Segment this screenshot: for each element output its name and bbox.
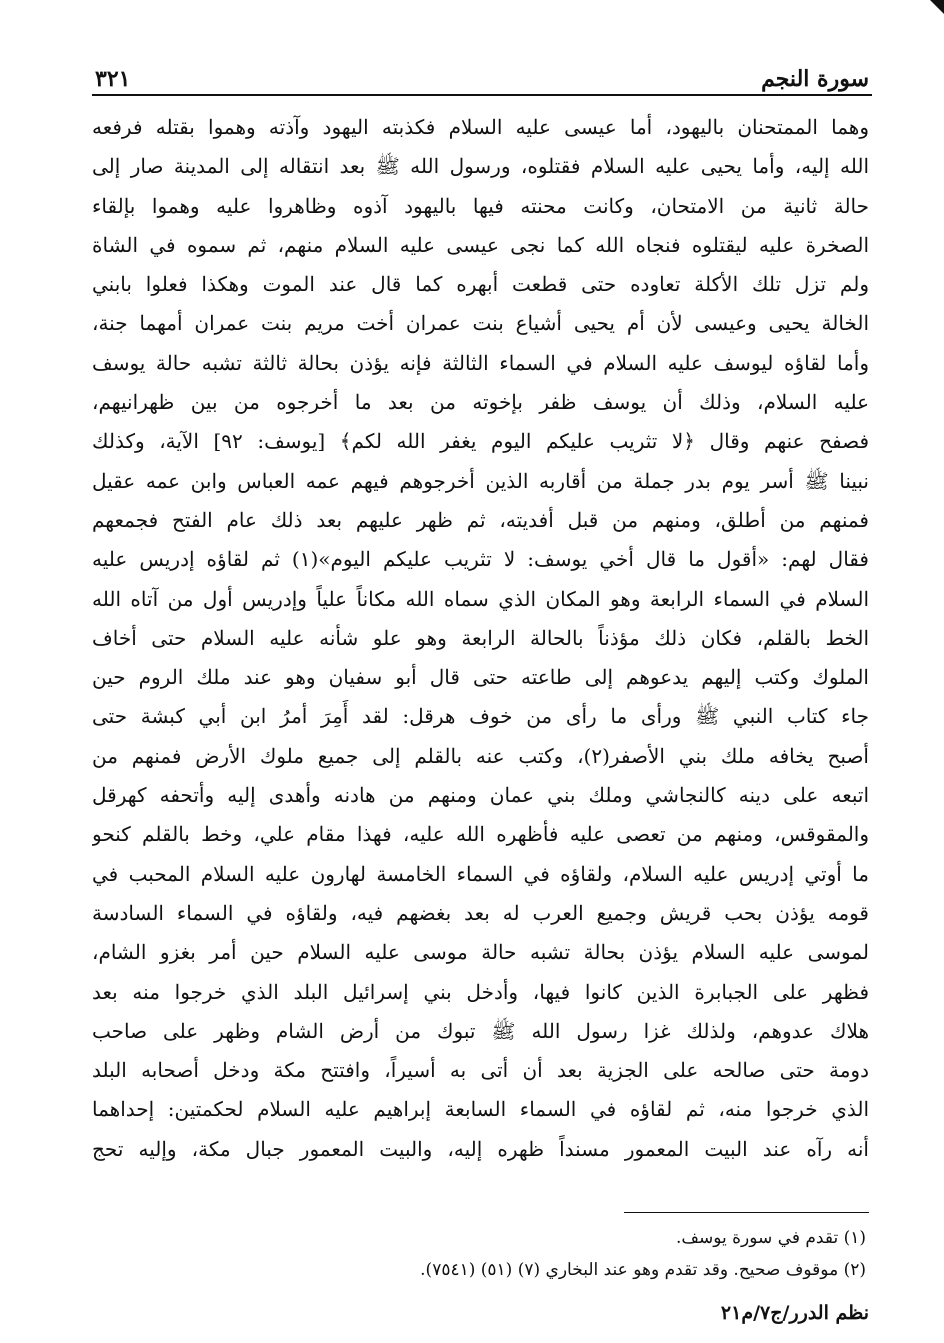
text-line: ما أوتي إدريس عليه السلام، ولقاؤه في السماء الخامسة لهارون عليه السلام المحبب في — [92, 861, 869, 886]
text-line: الله إليه، وأما يحيى عليه السلام فقتلوه، ورسول الله ﷺ بعد انتقاله إلى المدينة صار إلى — [92, 154, 869, 179]
text-line: هلاك عدوهم، ولذلك غزا رسول الله ﷺ تبوك من أرض الشام وظهر على صاحب — [92, 1018, 869, 1043]
text-line: لموسى عليه السلام يؤذن بحالة تشبه حالة موسى عليه السلام حين أمر بغزو الشام، — [92, 940, 869, 965]
text-line: قومه يؤذن بحب قريش وجميع العرب له بعد بغضهم فيه، ولقاؤه في السماء السادسة — [92, 900, 869, 925]
text-line: فمنهم من أطلق، ومنهم من قبل أفديته، ثم ظهر عليهم بعد ذلك عام الفتح فجمعهم — [92, 507, 869, 532]
text-line: دومة حتى صالحه على الجزية بعد أن أتى به أسيراً، وافتتح مكة ودخل أصحابه البلد — [92, 1058, 869, 1083]
text-line: ولم تزل تلك الأكلة تعاوده حتى قطعت أبهره كما قال عند الموت وهكذا فعلوا بابني — [92, 272, 869, 297]
text-line: السلام في السماء الرابعة وهو المكان الذي سماه الله مكاناً علياً وإدريس أول من آتاه الله — [92, 586, 869, 611]
text-line: أنه رآه عند البيت المعمور مسنداً ظهره إليه، والبيت المعمور جبال مكة، وإليه تحج — [92, 1136, 869, 1161]
text-line: وهما الممتحنان باليهود، أما عيسى عليه السلام فكذبته اليهود وآذته وهموا بقتله فرفعه — [92, 115, 869, 139]
printer-signature: نظم الدرر/ج٧/م٢١ — [720, 1302, 869, 1324]
text-line: عليه السلام، وذلك أن يوسف ظفر بإخوته من بعد ما أخرجوه من بين ظهرانيهم، — [92, 390, 869, 415]
footnotes — [300, 1222, 866, 1286]
text-line: فظهر على الجبابرة الذين كانوا فيها، وأدخل بني إسرائيل البلد الذي خرجوا منه بعد — [92, 979, 869, 1004]
surah-title: سورة النجم — [761, 66, 869, 92]
text-line: جاء كتاب النبي ﷺ ورأى ما رأى من خوف هرقل: لقد أَمِرَ أمرُ ابن أبي كبشة حتى — [92, 704, 869, 729]
text-line: الصخرة عليه ليقتلوه فنجاه الله كما نجى عيسى عليه السلام منهم، ثم سموه في الشاة — [92, 232, 869, 257]
page-number: ٣٢١ — [95, 66, 131, 92]
header-rule — [92, 94, 872, 96]
footnote-1: (١) تقدم في سورة يوسف. — [675, 1228, 866, 1248]
footnote-2: (٢) موقوف صحيح. وقد تقدم وهو عند البخاري (٧) (٥١) (٧٥٤١). — [420, 1260, 866, 1280]
body-text — [92, 108, 869, 1169]
text-line: حالة ثانية من الامتحان، وكانت محنته فيها باليهود آذوه وظاهروا عليه وهموا بإلقاء — [92, 193, 869, 218]
text-line: اتبعه على دينه كالنجاشي وملك بني عمان ومنهم من هادنه وأهدى إليه وأتحفه كهرقل — [92, 783, 869, 808]
text-line: الخط بالقلم، فكان ذلك مؤذناً بالحالة الرابعة وهو علو شأنه عليه السلام حتى أخاف — [92, 625, 869, 650]
corner-mark — [930, 0, 944, 14]
text-line: والمقوقس، ومنهم من تعصى عليه فأظهره الله عليه، فهذا مقام علي، وخط بالقلم كنحو — [92, 822, 869, 847]
text-line: أصبح يخافه ملك بني الأصفر(٢)، وكتب عنه بالقلم إلى جميع ملوك الأرض فمنهم من — [92, 743, 869, 768]
footnote-rule — [624, 1212, 869, 1213]
text-line: الذي خرجوا منه، ثم لقاؤه في السماء السابعة إبراهيم عليه السلام لحكمتين: إحداهما — [92, 1097, 869, 1122]
text-line: نبينا ﷺ أسر يوم بدر جملة من أقاربه الذين أخرجوهم فيهم عمه العباس وابن عمه عقيل — [92, 468, 869, 493]
text-line: وأما لقاؤه ليوسف عليه السلام في السماء الثالثة فإنه يؤذن بحالة ثالثة تشبه حالة يوسف — [92, 350, 869, 375]
page-header — [95, 52, 869, 92]
text-line: الملوك وكتب إليهم يدعوهم إلى طاعته حتى قال أبو سفيان وهو عند ملك الروم حين — [92, 665, 869, 690]
text-line: فصفح عنهم وقال ﴿لا تثريب عليكم اليوم يغفر الله لكم﴾ [يوسف: ٩٢] الآية، وكذلك — [92, 429, 869, 454]
text-line: فقال لهم: «أقول ما قال أخي يوسف: لا تثريب عليكم اليوم»(١) ثم لقاؤه إدريس عليه — [92, 547, 869, 572]
text-line: الخالة يحيى وعيسى لأن أم يحيى أشياع بنت عمران أخت مريم بنت عمران أمهما جنة، — [92, 311, 869, 336]
